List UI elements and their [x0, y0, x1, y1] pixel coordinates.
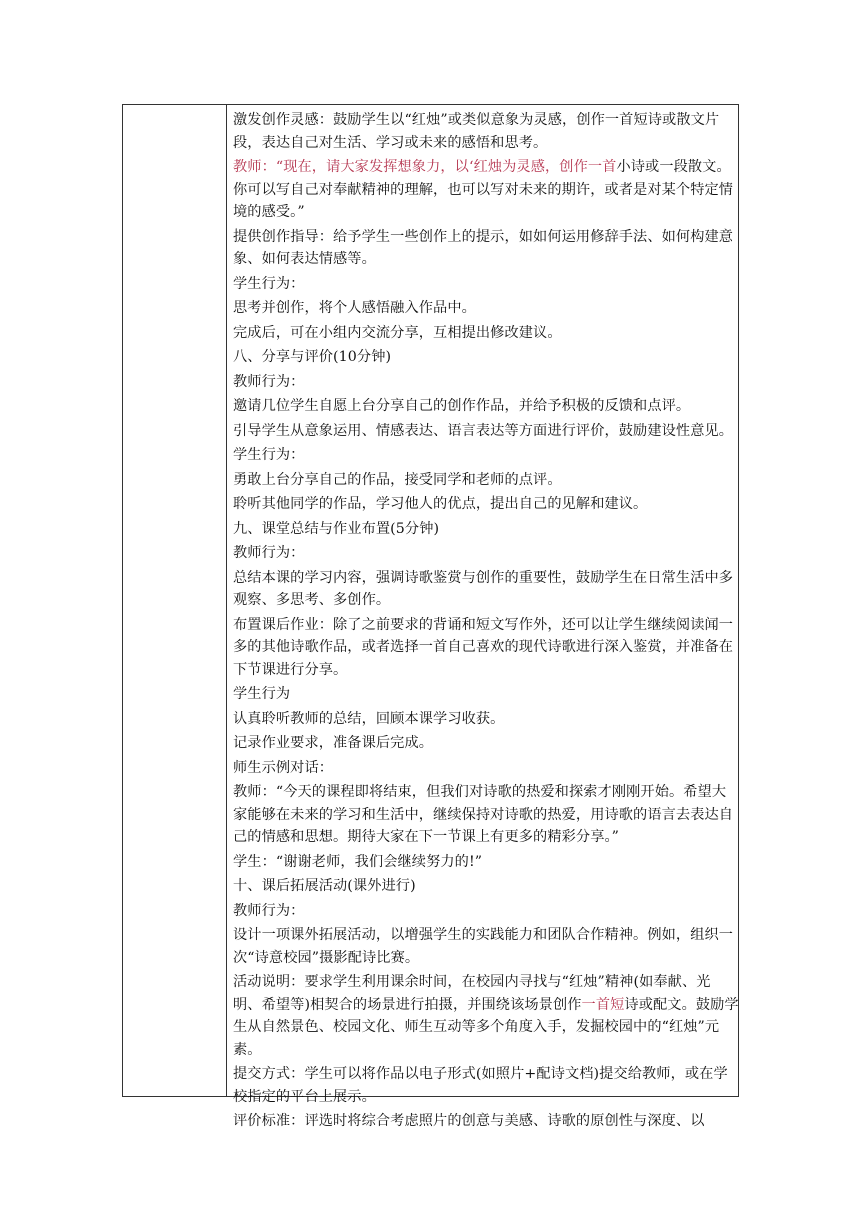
lesson-content-cell [233, 109, 739, 1135]
section-label: 教师行为： [233, 373, 305, 390]
paragraph: 教师：“现在，请大家发挥想象力，以‘红烛为灵感，创作一首小诗或一段散文。你可以写自己对奉献精神的理解，也可以写对未来的期许，或者是对某个特定情境的感受。” [233, 159, 734, 220]
section-label: 学生行为 [233, 686, 291, 702]
section-heading: 十、课后拓展活动(课外进行) [233, 878, 416, 894]
paragraph: 邀请几位学生自愿上台分享自己的创作作品，并给予积极的反馈和点评。 [233, 398, 691, 414]
paragraph: 引导学生从意象运用、情感表达、语言表达等方面进行评价，鼓励建设性意见。 [233, 422, 734, 439]
paragraph: 设计一项课外拓展活动，以增强学生的实践能力和团队合作精神。例如，组织一次“诗意校园”摄影配诗比赛。 [233, 927, 734, 966]
section-label: 师生示例对话： [233, 759, 334, 776]
paragraph: 提供创作指导：给予学生一些创作上的提示，如如何运用修辞手法、如何构建意象、如何表达情感等。 [233, 228, 734, 267]
section-label: 教师行为： [233, 545, 305, 561]
paragraph: 激发创作灵感：鼓励学生以“红烛”或类似意象为灵感，创作一首短诗或散文片段，表达自己对生活、学习或未来的感悟和思考。 [233, 112, 720, 151]
section-heading: 九、课堂总结与作业布置(5分钟) [233, 520, 440, 537]
paragraph: 记录作业要求，准备课后完成。 [233, 735, 434, 751]
section-label: 学生行为： [233, 447, 305, 463]
paragraph: 布置课后作业：除了之前要求的背诵和短文写作外，还可以让学生继续阅读闻一多的其他诗歌作品，或者选择一首自己喜欢的现代诗歌进行深入鉴赏，并准备在下节课进行分享。 [233, 616, 734, 678]
lesson-plan-table [122, 104, 739, 1129]
paragraph: 总结本课的学习内容，强调诗歌鉴赏与创作的重要性，鼓励学生在日常生活中多观察、多思考、多创作。 [233, 569, 734, 608]
paragraph: 提交方式：学生可以将作品以电子形式(如照片+配诗文档)提交给教师，或在学校指定的平台上展示。 [233, 1066, 728, 1105]
section-label: 学生行为： [233, 275, 305, 292]
paragraph: 勇敢上台分享自己的作品，接受同学和老师的点评。 [233, 471, 562, 488]
paragraph: 活动说明：要求学生利用课余时间，在校园内寻找与“红烛”精神(如奉献、光明、希望等)相契合的场景进行拍摄，并围绕该场景创作一首短诗或配文。鼓励学生从自然景色、校园文化、师生互动等多个角度入手，发掘校园中的“红烛”元素。 [233, 974, 739, 1058]
paragraph: 思考并创作，将个人感悟融入作品中。 [233, 300, 476, 316]
paragraph: 学生：“谢谢老师，我们会继续努力的!” [233, 853, 483, 870]
paragraph: 完成后，可在小组内交流分享，互相提出修改建议。 [233, 324, 562, 341]
column-divider [226, 105, 227, 1096]
section-label: 教师行为： [233, 902, 305, 919]
paragraph: 聆听其他同学的作品，学习他人的优点，提出自己的见解和建议。 [233, 496, 648, 512]
paragraph: 评价标准：评选时将综合考虑照片的创意与美感、诗歌的原创性与深度、以 [233, 1113, 705, 1129]
paragraph: 教师：“今天的课程即将结束，但我们对诗歌的热爱和探索才刚刚开始。希望大家能够在未来的学习和生活中，继续保持对诗歌的热爱，用诗歌的语言去表达自己的情感和思想。期待大家在下一节课上有更多的精彩分享。” [233, 784, 734, 845]
section-heading: 八、分享与评价(10分钟) [233, 349, 392, 365]
paragraph: 认真聆听教师的总结，回顾本课学习收获。 [233, 710, 505, 727]
